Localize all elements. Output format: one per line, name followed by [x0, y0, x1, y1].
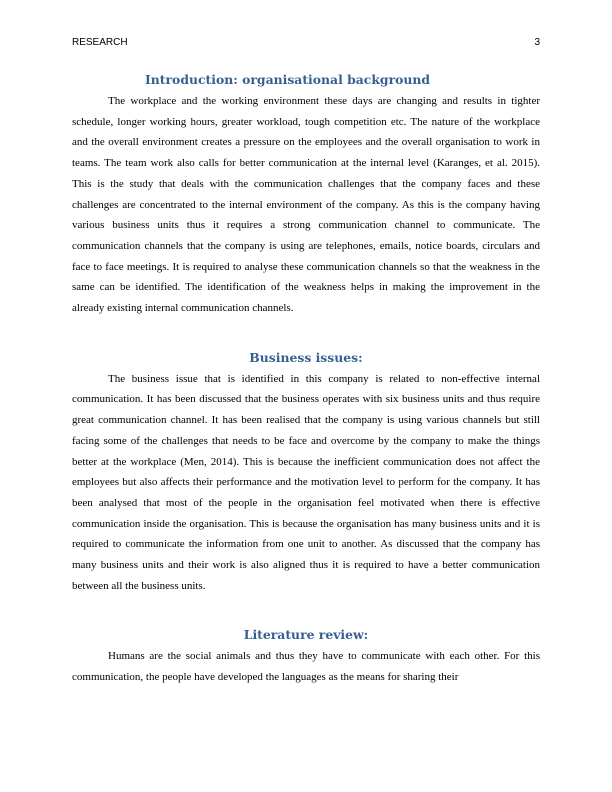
running-header: [72, 36, 540, 50]
heading-introduction: Introduction: organisational background: [145, 72, 431, 87]
paragraph-business-issues: The business issue that is identified in this company is related to non-effective internal communication. It has been discussed that the business operates with six business units and thus require great communication channel. It has been realised that the company is using various channels but still facing some of the challenges that needs to be face and overcome by the company to make the things better at the workplace (Men, 2014). This is because the inefficient communication does not affect the employees but also affects their performance and the motivation level to perform for the company. It has been analysed that most of the people in the organisation feel motivated when there is effective communication inside the organisation. This is because the organisation has many business units and it is required to communicate the information from one unit to another. As discussed that the company has many business units and their work is also aligned thus it is required to have a better communication between all the business units.: [72, 372, 540, 592]
paragraph-literature-review: Humans are the social animals and thus they have to communicate with each other. For this communication, the people have developed the languages as the means for sharing their: [72, 650, 540, 684]
document-body: [72, 69, 540, 688]
section-literature-review: [72, 624, 540, 687]
heading-business-issues: Business issues:: [249, 349, 363, 365]
page-number: 3: [534, 37, 540, 48]
section-introduction: [72, 69, 540, 319]
heading-literature-review: Literature review:: [243, 627, 369, 643]
paragraph-introduction: The workplace and the working environment these days are changing and results in tighter schedule, longer working hours, greater workload, tough competition etc. The nature of the workplace and the overall environment creates a pressure on the employees and the overall organisation to work in teams. The team work also calls for better communication at the internal level (Karanges, et al. 2015). This is the study that deals with the communication challenges that the company faces and these challenges are concentrated to the internal environment of the company. As this is the company having various business units thus it requires a strong communication channel to communicate. The communication channels that the company is using are telephones, emails, notice boards, circulars and face to face meetings. It is required to analyse these communication channels so that the weakness in the same can be identified. The identification of the weakness helps in making the improvement in the already existing internal communication channels.: [72, 95, 540, 315]
running-head-title: RESEARCH: [72, 37, 128, 48]
section-spacer: [72, 596, 540, 624]
section-business-issues: [72, 347, 540, 597]
section-spacer: [72, 319, 540, 347]
